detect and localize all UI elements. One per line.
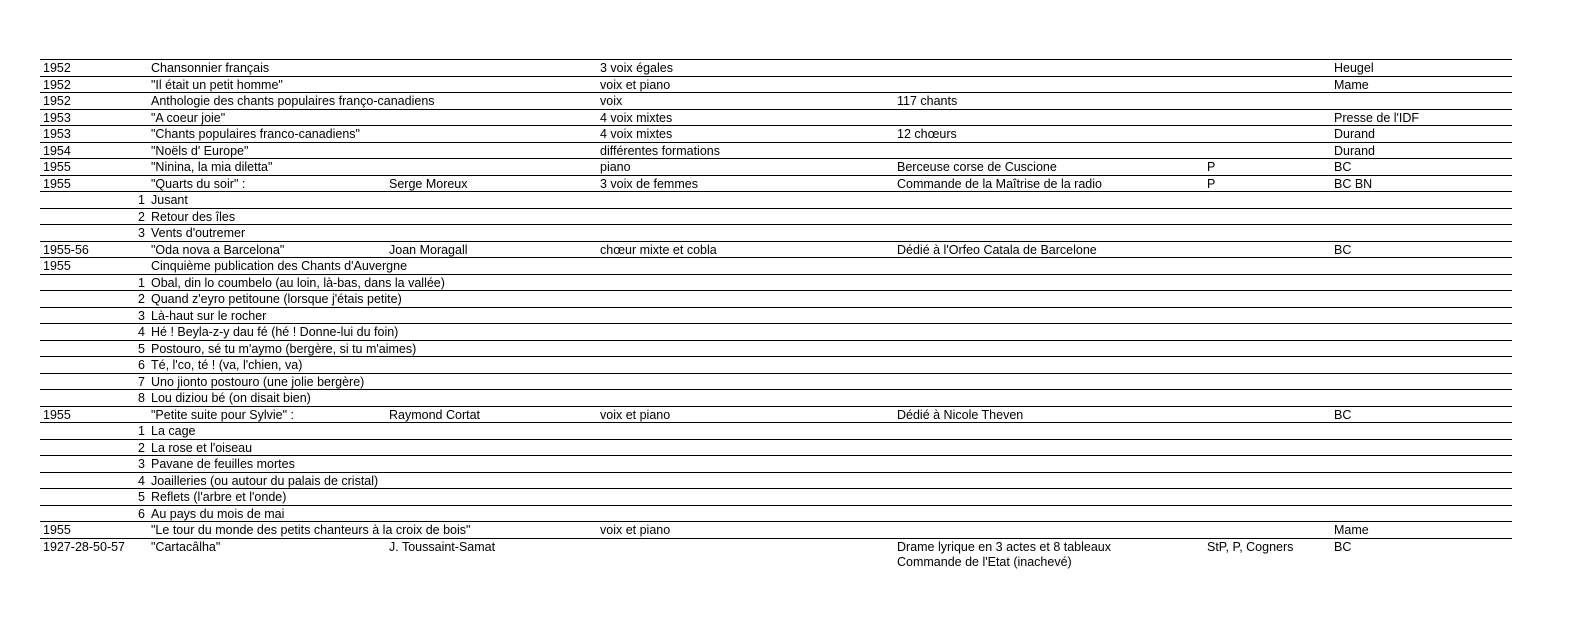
title-cell: La cage xyxy=(151,424,196,438)
year-cell: 1952 xyxy=(43,77,71,92)
formation-cell: voix et piano xyxy=(600,407,671,422)
note-cell: Dédié à Nicole Theven xyxy=(897,407,1024,422)
table-row xyxy=(40,77,1512,94)
table-row xyxy=(40,258,1512,275)
publisher-cell: BC xyxy=(1334,242,1352,257)
note-cell: Commande de la Maîtrise de la radio xyxy=(897,176,1102,191)
year-cell: 1955 xyxy=(43,259,71,273)
title-cell: Là-haut sur le rocher xyxy=(151,308,267,323)
publisher-cell: Heugel xyxy=(1334,61,1374,75)
formation-cell: voix et piano xyxy=(600,77,671,92)
table-row xyxy=(40,390,1512,407)
note-cell: Dédié à l'Orfeo Catala de Barcelone xyxy=(897,242,1097,257)
location-cell: P xyxy=(1207,176,1216,191)
table-row xyxy=(40,209,1512,226)
note-cell: 12 chœurs xyxy=(897,127,957,141)
publisher-cell: Durand xyxy=(1334,143,1375,158)
number-cell: 6 xyxy=(138,506,145,521)
table-row xyxy=(40,93,1512,110)
year-cell: 1953 xyxy=(43,110,71,125)
publisher-cell: Presse de l'IDF xyxy=(1334,110,1420,125)
table-row xyxy=(40,357,1512,374)
formation-cell: 3 voix de femmes xyxy=(600,176,698,191)
year-cell: 1955 xyxy=(43,407,71,422)
number-cell: 4 xyxy=(138,473,145,488)
title-cell: "Petite suite pour Sylvie" : xyxy=(151,407,294,422)
formation-cell: piano xyxy=(600,160,631,174)
table-row xyxy=(40,522,1512,539)
number-cell: 6 xyxy=(138,358,145,372)
publisher-cell: BC BN xyxy=(1334,176,1373,191)
title-cell: Jusant xyxy=(151,193,188,207)
title-cell: Retour des îles xyxy=(151,209,236,224)
title-cell: Lou diziou bé (on disait bien) xyxy=(151,391,311,405)
table-row xyxy=(40,192,1512,209)
publisher-cell: Mame xyxy=(1334,77,1369,92)
table-row xyxy=(40,159,1512,176)
author-cell: Serge Moreux xyxy=(389,176,468,191)
catalog-table xyxy=(40,59,1512,569)
table-row xyxy=(40,143,1512,160)
title-cell: La rose et l'oiseau xyxy=(151,440,253,455)
title-cell: Pavane de feuilles mortes xyxy=(151,457,295,471)
location-cell: P xyxy=(1207,160,1216,174)
title-cell: "Noëls d' Europe" xyxy=(151,143,249,158)
title-cell: Postouro, sé tu m'aymo (bergère, si tu m'aimes) xyxy=(151,341,417,356)
number-cell: 1 xyxy=(138,193,145,207)
author-cell: Raymond Cortat xyxy=(389,407,481,422)
publisher-cell: BC xyxy=(1334,407,1352,422)
publisher-cell: Mame xyxy=(1334,523,1369,537)
table-row xyxy=(40,242,1512,259)
publisher-cell: BC xyxy=(1334,539,1352,554)
number-cell: 2 xyxy=(138,292,145,306)
publisher-cell: BC xyxy=(1334,160,1352,174)
table-row xyxy=(40,374,1512,391)
location-cell: StP, P, Cogners xyxy=(1207,539,1294,554)
table-row xyxy=(40,456,1512,473)
formation-cell: 4 voix mixtes xyxy=(600,110,673,125)
title-cell: "Le tour du monde des petits chanteurs à la croix de bois" xyxy=(151,523,471,537)
title-cell: Au pays du mois de mai xyxy=(151,506,285,521)
table-row xyxy=(40,275,1512,292)
title-cell: Cinquième publication des Chants d'Auvergne xyxy=(151,259,408,273)
note-cell: Berceuse corse de Cuscione xyxy=(897,160,1057,174)
title-cell: "Chants populaires franco-canadiens" xyxy=(151,127,360,141)
table-row xyxy=(40,473,1512,490)
title-cell: "A coeur joie" xyxy=(151,110,226,125)
number-cell: 5 xyxy=(138,341,145,356)
table-row xyxy=(40,110,1512,127)
title-cell: "Oda nova a Barcelona" xyxy=(151,242,285,257)
table-row xyxy=(40,423,1512,440)
title-cell: Té, l'co, té ! (va, l'chien, va) xyxy=(151,358,303,372)
year-cell: 1955 xyxy=(43,160,71,174)
number-cell: 3 xyxy=(138,308,145,323)
table-row xyxy=(40,407,1512,424)
title-cell: Chansonnier français xyxy=(151,61,270,75)
formation-cell: voix et piano xyxy=(600,523,671,537)
number-cell: 2 xyxy=(138,440,145,455)
formation-cell: différentes formations xyxy=(600,143,720,158)
table-row xyxy=(40,539,1512,569)
number-cell: 8 xyxy=(138,391,145,405)
table-row xyxy=(40,506,1512,523)
title-cell: Joailleries (ou autour du palais de cristal) xyxy=(151,473,379,488)
year-cell: 1955-56 xyxy=(43,242,89,257)
year-cell: 1953 xyxy=(43,127,71,141)
author-cell: Joan Moragall xyxy=(389,242,468,257)
table-row xyxy=(40,225,1512,242)
number-cell: 3 xyxy=(138,457,145,471)
table-row xyxy=(40,489,1512,506)
note-cell: Drame lyrique en 3 actes et 8 tableaux xyxy=(897,539,1112,554)
table-row xyxy=(40,126,1512,143)
number-cell: 3 xyxy=(138,226,145,240)
number-cell: 1 xyxy=(138,424,145,438)
number-cell: 4 xyxy=(138,325,145,339)
title-cell: "Il était un petit homme" xyxy=(151,77,283,92)
title-cell: Obal, din lo coumbelo (au loin, là-bas, dans la vallée) xyxy=(151,275,445,290)
note-extra-cell: Commande de l'Etat (inachevé) xyxy=(897,554,1072,569)
year-cell: 1952 xyxy=(43,94,71,108)
table-row xyxy=(40,308,1512,325)
table-row xyxy=(40,341,1512,358)
year-cell: 1955 xyxy=(43,523,71,537)
table-row xyxy=(40,60,1512,77)
number-cell: 5 xyxy=(138,490,145,504)
table-row xyxy=(40,324,1512,341)
publisher-cell: Durand xyxy=(1334,127,1375,141)
year-cell: 1927-28-50-57 xyxy=(43,539,126,554)
year-cell: 1952 xyxy=(43,61,71,75)
title-cell: Reflets (l'arbre et l'onde) xyxy=(151,490,287,504)
title-cell: Anthologie des chants populaires franço-canadiens xyxy=(151,94,435,108)
table-row xyxy=(40,440,1512,457)
author-cell: J. Toussaint-Samat xyxy=(389,539,496,554)
number-cell: 2 xyxy=(138,209,145,224)
title-cell: Vents d'outremer xyxy=(151,226,246,240)
number-cell: 1 xyxy=(138,275,145,290)
formation-cell: 3 voix égales xyxy=(600,61,673,75)
formation-cell: 4 voix mixtes xyxy=(600,127,673,141)
title-cell: "Ninina, la mia diletta" xyxy=(151,160,273,174)
title-cell: "Quarts du soir" : xyxy=(151,176,246,191)
formation-cell: voix xyxy=(600,94,623,108)
title-cell: Quand z'eyro petitoune (lorsque j'étais petite) xyxy=(151,292,402,306)
table-row xyxy=(40,176,1512,193)
year-cell: 1955 xyxy=(43,176,71,191)
year-cell: 1954 xyxy=(43,143,71,158)
table-row xyxy=(40,291,1512,308)
title-cell: Uno jionto postouro (une jolie bergère) xyxy=(151,374,365,389)
formation-cell: chœur mixte et cobla xyxy=(600,242,717,257)
number-cell: 7 xyxy=(138,374,145,389)
title-cell: "Cartacâlha" xyxy=(151,539,221,554)
title-cell: Hé ! Beyla-z-y dau fé (hé ! Donne-lui du foin) xyxy=(151,325,399,339)
note-cell: 117 chants xyxy=(897,94,958,108)
